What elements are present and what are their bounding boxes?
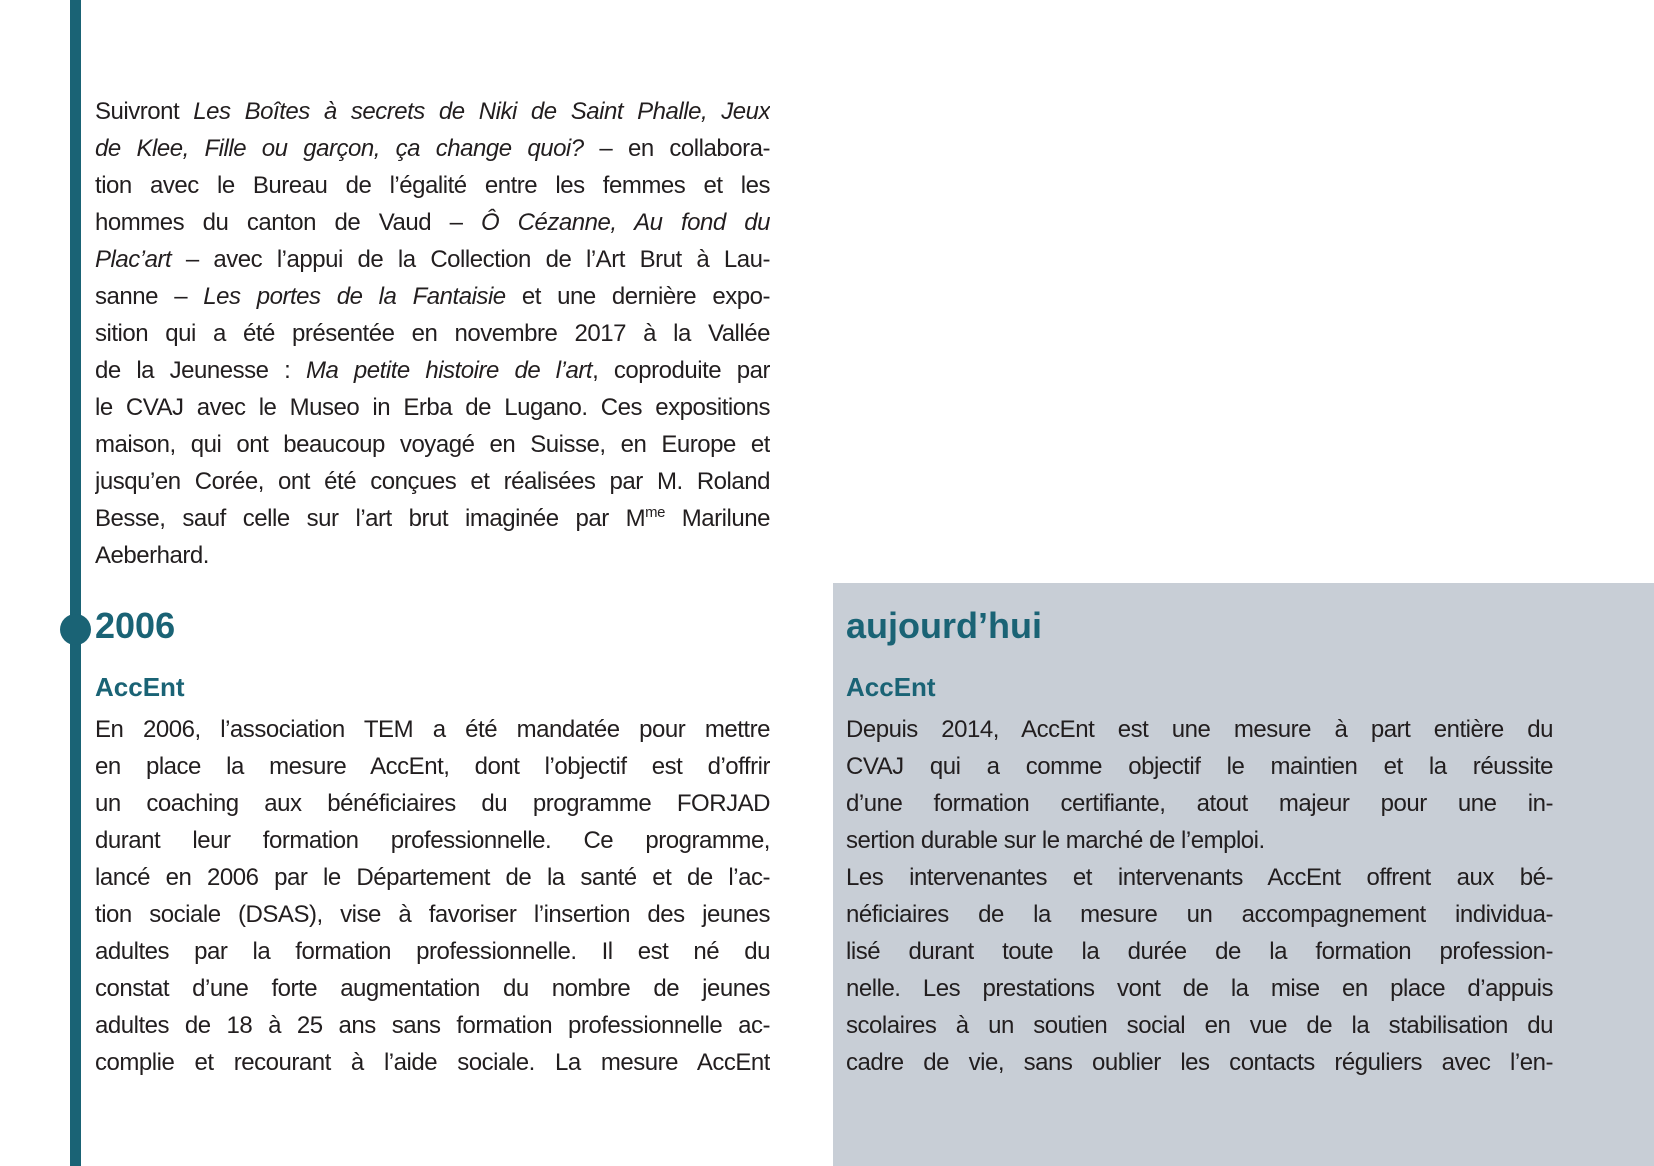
body-text-segment: maison, qui ont beaucoup voyagé en Suisse, en Europe et [95,431,770,458]
text-line [95,463,770,500]
body-text-segment: Marilune [664,505,770,532]
text-line [95,1007,770,1044]
body-text-segment: complie et recourant à l’aide sociale. La mesure AccEnt [95,1049,770,1076]
title-italic-text: Les Boîtes à secrets de Niki de Saint Phalle, Jeux [193,98,770,125]
text-line [846,859,1553,896]
text-line [95,748,770,785]
title-italic-text: Les portes de la Fantaisie [203,283,506,310]
body-text-segment: tion sociale (DSAS), vise à favoriser l’insertion des jeunes [95,901,770,928]
text-line [95,241,770,278]
body-text-segment: CVAJ qui a comme objectif le maintien et la réussite [846,753,1553,780]
text-line [95,859,770,896]
body-text-segment: hommes du canton de Vaud – [95,209,481,236]
text-line [95,500,770,537]
text-line [95,970,770,1007]
text-line [846,785,1553,822]
body-text-segment: Suivront [95,98,194,125]
text-line [95,352,770,389]
text-line [95,167,770,204]
year-heading: 2006 [95,605,176,646]
text-line [95,130,770,167]
body-text-segment: Aeberhard. [95,542,209,569]
text-line [95,1044,770,1081]
body-text-segment: d’une formation certifiante, atout majeur pour une in- [846,790,1553,817]
text-line [95,426,770,463]
title-italic-text: Ma petite histoire de l’art [305,357,593,384]
body-text-segment: , coproduite par [592,357,770,384]
text-line [95,93,770,130]
body-text-segment: et une dernière expo- [505,283,770,310]
body-text-segment: en place la mesure AccEnt, dont l’objectif est d’offrir [95,753,770,780]
paragraph-accent-today-2 [846,859,1553,1081]
text-line [95,278,770,315]
paragraph-accent-today-1 [846,711,1553,859]
text-line [846,711,1553,748]
text-line [95,315,770,352]
body-text-segment: adultes par la formation professionnelle. Il est né du [95,938,770,965]
body-text-segment: – en collabora- [583,135,770,162]
text-line [95,822,770,859]
body-text-segment: – avec l’appui de la Collection de l’Art Brut à Lau- [171,246,770,273]
body-text-segment: constat d’une forte augmentation du nombre de jeunes [95,975,770,1002]
text-line [95,204,770,241]
body-text-segment: sition qui a été présentée en novembre 2017 à la Vallée [95,320,770,347]
today-highlight-box [833,583,1654,1166]
body-text-segment: Depuis 2014, AccEnt est une mesure à part entière du [846,716,1553,743]
text-line [95,537,770,574]
body-text-segment: le CVAJ avec le Museo in Erba de Lugano. Ces expositions [95,394,770,421]
text-line [846,1007,1553,1044]
body-text-segment: lisé durant toute la durée de la formation profession- [846,938,1553,965]
body-text-segment: Les intervenantes et intervenants AccEnt offrent aux bé- [846,864,1553,891]
text-line [95,785,770,822]
body-text-segment: scolaires à un soutien social en vue de la stabilisation du [846,1012,1553,1039]
body-text-segment: cadre de vie, sans oublier les contacts réguliers avec l’en- [846,1049,1553,1076]
body-text-segment: sanne – [95,283,204,310]
body-text-segment: néficiaires de la mesure un accompagnement individua- [846,901,1553,928]
section-title-accent-left: AccEnt [95,672,185,702]
paragraph-accent-2006 [95,711,770,1081]
body-text-segment: nelle. Les prestations vont de la mise en place d’appuis [846,975,1553,1002]
body-text-segment: Besse, sauf celle sur l’art brut imaginée par M [95,505,646,532]
text-line [846,748,1553,785]
timeline-year-dot [60,614,91,645]
title-italic-text: Ô Cézanne, Au fond du [480,209,770,236]
section-title-accent-right: AccEnt [846,672,936,702]
text-line [846,970,1553,1007]
body-text-segment: me [645,505,665,521]
body-text-segment: un coaching aux bénéficiaires du programme FORJAD [95,790,770,817]
text-line [95,711,770,748]
body-text-segment: lancé en 2006 par le Département de la santé et de l’ac- [95,864,770,891]
text-line [846,1044,1553,1081]
body-text-segment: sertion durable sur le marché de l’emploi. [846,827,1265,854]
body-text-segment: durant leur formation professionnelle. Ce programme, [95,827,770,854]
text-line [95,389,770,426]
body-text-segment: jusqu’en Corée, ont été conçues et réalisées par M. Roland [95,468,770,495]
title-italic-text: de Klee, Fille ou garçon, ça change quoi? [95,135,584,162]
text-line [846,822,1553,859]
body-text-segment: En 2006, l’association TEM a été mandatée pour mettre [95,716,770,743]
today-heading: aujourd’hui [846,605,1042,646]
body-text-segment: de la Jeunesse : [95,357,306,384]
intro-paragraph [95,93,770,574]
body-text-segment: adultes de 18 à 25 ans sans formation professionnelle ac- [95,1012,770,1039]
timeline-bar [70,0,81,1166]
text-line [846,896,1553,933]
text-line [95,933,770,970]
text-line [95,896,770,933]
title-italic-text: Plac’art [95,246,172,273]
text-line [846,933,1553,970]
body-text-segment: tion avec le Bureau de l’égalité entre les femmes et les [95,172,770,199]
